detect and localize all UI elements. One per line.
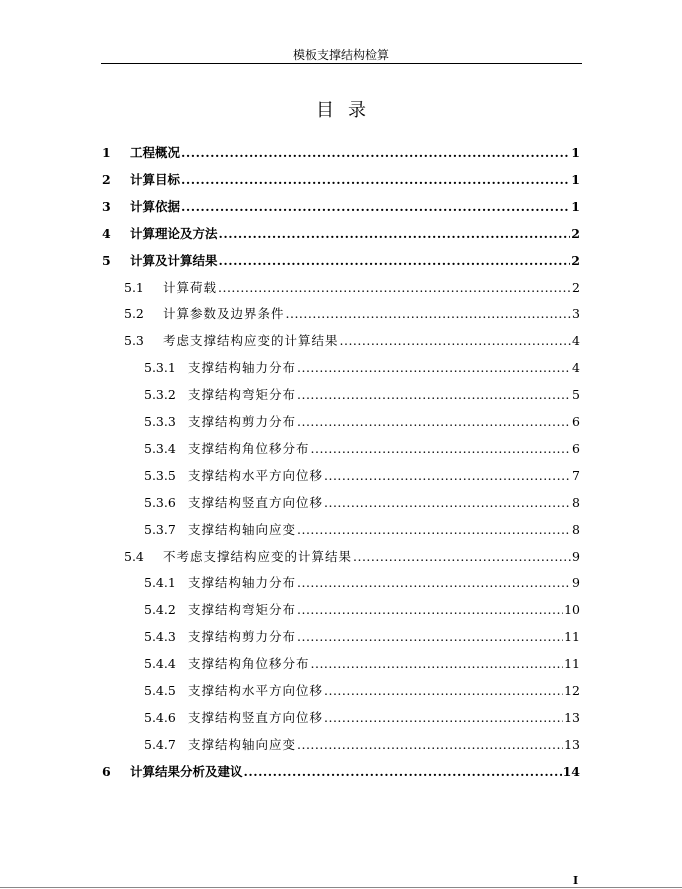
toc-entry-page: 14	[562, 763, 580, 779]
toc-entry-label: 支撑结构水平方向位移	[188, 683, 324, 698]
toc-entry-page: 13	[564, 736, 580, 752]
toc-dot-leader	[311, 439, 572, 459]
toc-entry-label: 支撑结构水平方向位移	[188, 467, 324, 483]
toc-entry-number: 5.3.6	[144, 494, 176, 510]
header-divider	[101, 63, 582, 64]
toc-entry[interactable]	[0, 197, 580, 217]
toc-entry-label: 不考虑支撑结构应变的计算结果	[163, 548, 353, 564]
toc-title: 目录	[316, 100, 380, 121]
page-header-title: 模板支撑结构检算	[292, 48, 389, 62]
toc-entry-label: 支撑结构竖直方向位移	[188, 494, 324, 510]
toc-dot-leader	[297, 385, 571, 405]
toc-dot-leader	[297, 600, 563, 620]
toc-entry-page: 11	[564, 629, 580, 645]
toc-entry[interactable]	[0, 278, 580, 298]
toc-dot-leader	[219, 251, 571, 271]
toc-entry-page: 8	[572, 521, 580, 537]
toc-entry-page: 10	[564, 602, 580, 618]
toc-entry[interactable]	[0, 170, 580, 190]
toc-entry-page: 13	[564, 709, 580, 725]
toc-entry-label: 支撑结构弯矩分布	[188, 387, 297, 403]
toc-entry[interactable]	[0, 439, 580, 459]
toc-dot-leader	[297, 358, 571, 378]
toc-entry[interactable]	[0, 762, 580, 782]
toc-entry[interactable]	[0, 224, 580, 244]
toc-entry-number: 5.3.3	[144, 414, 176, 429]
toc-entry-page: 11	[564, 656, 580, 672]
toc-entry-label: 计算依据	[130, 198, 181, 214]
toc-dot-leader	[297, 412, 571, 432]
toc-entry-number: 5	[102, 252, 111, 268]
toc-dot-leader	[297, 573, 571, 593]
toc-entry-page: 7	[572, 467, 580, 483]
toc-dot-leader	[218, 278, 571, 298]
toc-entry-number: 5.3.7	[144, 521, 176, 537]
toc-entry-label: 支撑结构角位移分布	[188, 440, 310, 456]
toc-dot-leader	[181, 170, 570, 190]
toc-dot-leader	[311, 654, 564, 674]
toc-dot-leader	[324, 708, 563, 728]
toc-entry[interactable]	[0, 304, 580, 324]
toc-entry[interactable]	[0, 573, 580, 593]
toc-dot-leader	[324, 493, 571, 513]
toc-entry-number: 5.4.1	[144, 575, 176, 591]
toc-entry-label: 计算荷载	[163, 279, 218, 295]
toc-entry-number: 5.4	[124, 548, 144, 564]
toc-entry-number: 5.4.3	[144, 629, 176, 645]
toc-entry[interactable]	[0, 251, 580, 271]
toc-entry-number: 5.4.2	[144, 602, 176, 618]
toc-entry-number: 5.3	[124, 333, 144, 349]
toc-entry[interactable]	[0, 547, 580, 567]
toc-entry[interactable]	[0, 708, 580, 728]
toc-entry-label: 计算结果分析及建议	[130, 763, 243, 779]
toc-dot-leader	[244, 762, 562, 782]
toc-entry-page: 4	[572, 360, 580, 376]
toc-entry-page: 5	[572, 387, 580, 403]
toc-entry[interactable]	[0, 654, 580, 674]
footer-page-number: I	[573, 874, 579, 887]
toc-entry-number: 1	[102, 145, 111, 160]
toc-entry-number: 5.4.5	[144, 683, 176, 698]
toc-dot-leader	[181, 197, 570, 217]
toc-entry-label: 计算参数及边界条件	[163, 306, 285, 322]
toc-entry-page: 6	[572, 440, 580, 456]
toc-entry-number: 5.4.7	[144, 736, 176, 752]
toc-entry[interactable]	[0, 143, 580, 163]
toc-entry-page: 3	[572, 306, 580, 322]
toc-entry-number: 5.4.4	[144, 656, 176, 672]
toc-entry-number: 5.3.1	[144, 360, 176, 376]
toc-entry-page: 1	[571, 171, 580, 187]
footer-divider	[0, 887, 682, 888]
toc-entry-number: 5.2	[124, 306, 144, 322]
toc-entry-page: 9	[572, 548, 580, 564]
toc-dot-leader	[353, 547, 571, 567]
toc-entry-number: 5.3.4	[144, 440, 176, 456]
toc-entry-label: 支撑结构剪力分布	[188, 629, 297, 645]
toc-entry-label: 考虑支撑结构应变的计算结果	[163, 333, 339, 349]
toc-entry-label: 支撑结构轴向应变	[188, 521, 297, 537]
toc-entry-page: 2	[572, 279, 580, 295]
toc-entry-number: 3	[102, 198, 111, 214]
toc-entry-page: 9	[572, 575, 580, 591]
toc-entry-page: 6	[572, 414, 580, 429]
toc-entry-label: 支撑结构弯矩分布	[188, 602, 297, 618]
toc-entry-page: 8	[572, 494, 580, 510]
toc-entry-label: 支撑结构轴向应变	[188, 736, 297, 752]
toc-dot-leader	[181, 143, 570, 163]
toc-entry[interactable]	[0, 627, 580, 647]
toc-entry-page: 1	[571, 145, 580, 160]
toc-entry-label: 计算及计算结果	[130, 252, 218, 268]
toc-dot-leader	[324, 681, 563, 701]
toc-entry[interactable]	[0, 412, 580, 432]
toc-dot-leader	[297, 735, 563, 755]
toc-entry-number: 4	[102, 225, 111, 241]
toc-entry-page: 12	[564, 683, 580, 698]
toc-entry[interactable]	[0, 600, 580, 620]
toc-entry-number: 5.3.2	[144, 387, 176, 403]
toc-entry-page: 1	[571, 198, 580, 214]
toc-entry[interactable]	[0, 331, 580, 351]
toc-entry[interactable]	[0, 493, 580, 513]
toc-entry-label: 支撑结构轴力分布	[188, 360, 297, 376]
toc-dot-leader	[297, 520, 571, 540]
toc-entry-number: 2	[102, 171, 111, 187]
toc-dot-leader	[324, 466, 571, 486]
toc-entry-number: 5.4.6	[144, 709, 176, 725]
toc-dot-leader	[297, 627, 563, 647]
toc-entry-label: 支撑结构剪力分布	[188, 414, 297, 429]
toc-entry-label: 支撑结构竖直方向位移	[188, 709, 324, 725]
toc-entry-page: 2	[571, 225, 580, 241]
toc-entry-number: 5.3.5	[144, 467, 176, 483]
toc-entry-label: 支撑结构轴力分布	[188, 575, 297, 591]
toc-entry-number: 6	[102, 763, 111, 779]
toc-entry[interactable]	[0, 466, 580, 486]
toc-entry[interactable]	[0, 520, 580, 540]
toc-dot-leader	[219, 224, 571, 244]
toc-entry-label: 工程概况	[130, 145, 181, 160]
toc-dot-leader	[286, 304, 572, 324]
toc-entry-label: 计算理论及方法	[130, 225, 218, 241]
toc-entry-label: 支撑结构角位移分布	[188, 656, 310, 672]
toc-entry[interactable]	[0, 358, 580, 378]
toc-dot-leader	[340, 331, 572, 351]
toc-entry-number: 5.1	[124, 279, 144, 295]
toc-entry[interactable]	[0, 735, 580, 755]
toc-entry-page: 2	[571, 252, 580, 268]
toc-entry-label: 计算目标	[130, 171, 181, 187]
toc-entry[interactable]	[0, 385, 580, 405]
toc-entry[interactable]	[0, 681, 580, 701]
toc-entry-page: 4	[572, 333, 580, 349]
